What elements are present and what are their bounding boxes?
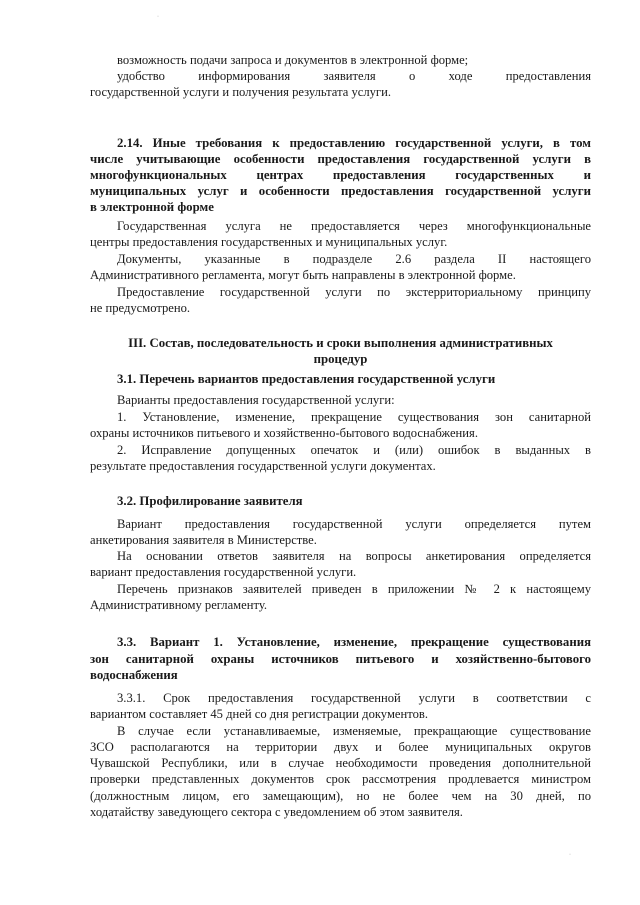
text-line: ЗСО располагаются на территории двух и более муниципальных округов [90,740,591,754]
section-heading-line: в электронной форме [90,200,214,214]
text-line: Перечень признаков заявителей приведен в приложении № 2 к настоящему [117,582,591,596]
text-line: Вариант предоставления государственной услуги определяется путем [117,517,591,531]
section-heading-line: зон санитарной охраны источников питьевого и хозяйственно-бытового [90,652,591,666]
scan-mark-bottom: · [569,852,571,858]
chapter-heading-line: процедур [313,352,368,366]
text-line: На основании ответов заявителя на вопросы анкетирования определяется [117,549,591,563]
section-heading-line: 3.1. Перечень вариантов предоставления государственной услуги [117,372,496,386]
text-line: 1. Установление, изменение, прекращение существования зон санитарной [117,410,591,424]
text-line: удобство информирования заявителя о ходе предоставления [117,69,591,83]
text-line: (должностным лицом, его замещающим), но не более чем на 30 дней, по [90,789,591,803]
section-heading-line: 3.2. Профилирование заявителя [117,494,303,508]
section-heading-line: 2.14. Иные требования к предоставлению государственной услуги, в том [117,136,591,150]
section-heading-line: водоснабжения [90,668,178,682]
text-line: Административного регламента, могут быть направлены в электронной форме. [90,268,516,282]
text-line: центры предоставления государственных и муниципальных услуг. [90,235,448,249]
chapter-heading-line: III. Состав, последовательность и сроки выполнения административных [128,336,553,350]
section-heading-line: муниципальных услуг и особенности предоставления государственной услуги [90,184,591,198]
text-line: возможность подачи запроса и документов в электронной форме; [117,53,469,67]
text-line: результате предоставления государственной услуги документах. [90,459,436,473]
text-line: Государственная услуга не предоставляется через многофункциональные [117,219,591,233]
text-line: государственной услуги и получения результата услуги. [90,85,391,99]
text-line: не предусмотрено. [90,301,191,315]
text-line: вариант предоставления государственной услуги. [90,565,357,579]
text-line: охраны источников питьевого и хозяйственно-бытового водоснабжения. [90,426,478,440]
text-line: проверки представленных документов срок рассмотрения продлевается министром [90,772,591,786]
text-line: анкетирования заявителя в Министерстве. [90,533,317,547]
text-line: вариантом составляет 45 дней со дня регистрации документов. [90,707,428,721]
text-line: Административному регламенту. [90,598,268,612]
text-line: Варианты предоставления государственной услуги: [117,393,395,407]
text-line: ходатайству заведующего сектора с уведомлением об этом заявителя. [90,805,463,819]
text-line: Документы, указанные в подразделе 2.6 раздела II настоящего [117,252,591,266]
text-line: Предоставление государственной услуги по экстерриториальному принципу [117,285,591,299]
section-heading-line: 3.3. Вариант 1. Установление, изменение, прекращение существования [117,635,591,649]
text-line: 3.3.1. Срок предоставления государственной услуги в соответствии с [117,691,591,705]
text-line: Чувашской Республики, или в случае необходимости проведения дополнительной [90,756,591,770]
section-heading-line: многофункциональных центрах предоставления государственных и [90,168,591,182]
scan-mark-top: · [157,14,159,20]
section-heading-line: числе учитывающие особенности предоставления государственной услуги в [90,152,591,166]
text-line: 2. Исправление допущенных опечаток и (или) ошибок в выданных в [117,443,591,457]
text-line: В случае если устанавливаемые, изменяемые, прекращающие существование [117,724,591,738]
